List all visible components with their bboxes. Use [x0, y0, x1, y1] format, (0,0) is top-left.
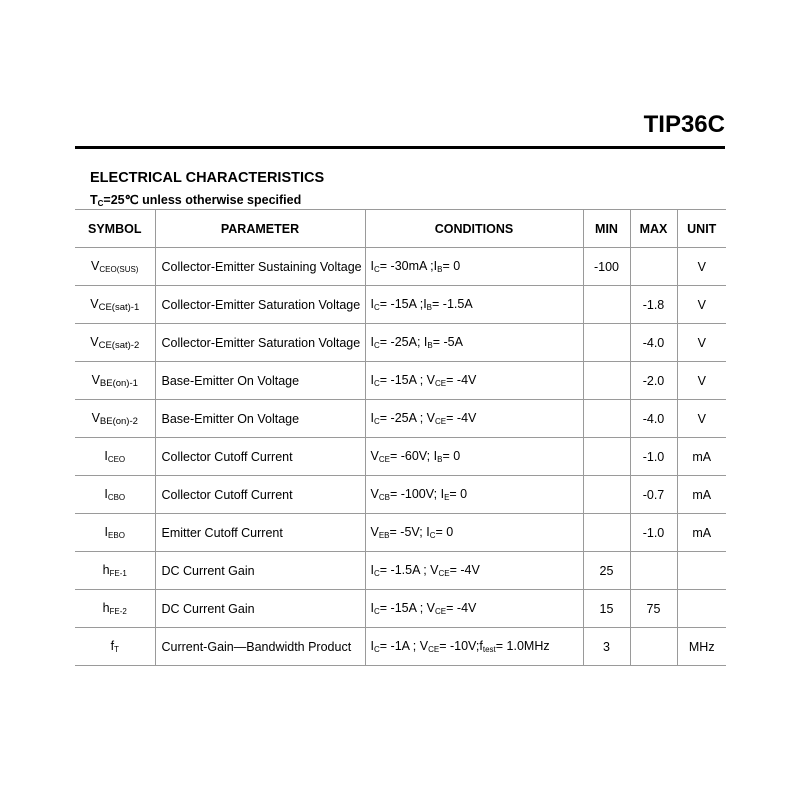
condition-text: = -5V; I — [389, 525, 430, 539]
condition-text: = 0 — [449, 487, 468, 501]
min-value-cell: 25 — [583, 552, 630, 590]
condition-text: I — [370, 639, 374, 653]
condition-subscript: CE — [435, 417, 447, 426]
symbol-subscript: EBO — [108, 531, 125, 540]
max-value-cell — [630, 552, 677, 590]
conditions-cell — [365, 628, 583, 666]
conditions-cell — [365, 514, 583, 552]
table-row — [75, 476, 726, 514]
condition-text: = -4V — [446, 373, 477, 387]
condition-text: V — [370, 487, 379, 501]
condition-text: = -1.5A — [432, 297, 473, 311]
max-value-cell: -0.7 — [630, 476, 677, 514]
condition-subscript: CE — [438, 569, 450, 578]
condition-subscript: C — [373, 303, 380, 312]
condition-text: = 0 — [442, 449, 461, 463]
min-value-cell — [583, 286, 630, 324]
condition-text: = -100V; I — [389, 487, 445, 501]
conditions-cell — [365, 476, 583, 514]
unit-cell: V — [677, 286, 726, 324]
symbol-cell — [75, 286, 155, 324]
condition-subscript: C — [373, 607, 380, 616]
symbol-main: V — [90, 334, 99, 349]
table-row — [75, 590, 726, 628]
electrical-characteristics-table — [75, 209, 726, 666]
table-row — [75, 552, 726, 590]
table-header-row — [75, 210, 726, 248]
table-body — [75, 248, 726, 666]
symbol-cell — [75, 248, 155, 286]
condition-text: = -15A ;I — [379, 297, 427, 311]
parameter-cell: Base-Emitter On Voltage — [155, 400, 365, 438]
table-row — [75, 628, 726, 666]
parameter-cell: Collector Cutoff Current — [155, 476, 365, 514]
max-value-cell — [630, 628, 677, 666]
conditions-cell — [365, 248, 583, 286]
table-row — [75, 514, 726, 552]
symbol-main: I — [104, 449, 108, 463]
condition-text: I — [370, 411, 374, 425]
symbol-main: I — [104, 487, 108, 501]
part-number: TIP36C — [643, 111, 725, 138]
condition-text: = 0 — [435, 525, 454, 539]
symbol-cell — [75, 438, 155, 476]
condition-subscript: C — [373, 569, 380, 578]
condition-subscript: CE — [435, 607, 447, 616]
symbol-cell — [75, 324, 155, 362]
unit-cell: MHz — [677, 628, 726, 666]
condition-text: = -10V;f — [439, 639, 483, 653]
symbol-main: V — [90, 296, 99, 311]
symbol-subscript: CE(sat)-2 — [98, 339, 140, 351]
column-header-symbol: SYMBOL — [75, 210, 155, 248]
symbol-cell — [75, 628, 155, 666]
min-value-cell — [583, 362, 630, 400]
condition-subscript: B — [427, 341, 433, 350]
condition-subscript: C — [373, 379, 380, 388]
table-row — [75, 400, 726, 438]
symbol-cell — [75, 362, 155, 400]
symbol-main: V — [91, 410, 100, 425]
symbol-main: V — [91, 259, 100, 273]
test-condition-note — [90, 192, 301, 208]
condition-text: = -15A ; V — [379, 601, 436, 615]
symbol-subscript: CEO(SUS) — [99, 265, 139, 274]
unit-cell — [677, 552, 726, 590]
symbol-subscript: CBO — [107, 493, 126, 502]
max-value-cell: 75 — [630, 590, 677, 628]
conditions-cell — [365, 286, 583, 324]
symbol-subscript: FE-1 — [109, 569, 127, 578]
condition-text: = -25A ; V — [379, 411, 436, 425]
max-value-cell: -1.0 — [630, 438, 677, 476]
min-value-cell — [583, 438, 630, 476]
symbol-cell — [75, 400, 155, 438]
column-header-conditions: CONDITIONS — [365, 210, 583, 248]
condition-text: = 1.0MHz — [495, 639, 550, 653]
condition-text: = 0 — [442, 259, 461, 273]
max-value-cell: -1.8 — [630, 286, 677, 324]
condition-subscript: C — [373, 265, 380, 274]
condition-subscript: C — [373, 645, 380, 654]
min-value-cell: 3 — [583, 628, 630, 666]
condition-subscript: B — [426, 303, 433, 312]
section-title: ELECTRICAL CHARACTERISTICS — [90, 170, 325, 186]
table-row — [75, 438, 726, 476]
symbol-main: h — [102, 601, 110, 615]
unit-cell: mA — [677, 514, 726, 552]
conditions-cell — [365, 324, 583, 362]
symbol-subscript: BE(on)-2 — [99, 415, 138, 427]
unit-cell: V — [677, 324, 726, 362]
symbol-cell — [75, 476, 155, 514]
conditions-cell — [365, 438, 583, 476]
condition-text: = -5A — [432, 335, 463, 349]
max-value-cell: -4.0 — [630, 400, 677, 438]
column-header-max: MAX — [630, 210, 677, 248]
table-row — [75, 248, 726, 286]
symbol-main: f — [110, 639, 115, 653]
column-header-min: MIN — [583, 210, 630, 248]
condition-subscript: C — [373, 341, 380, 350]
symbol-main: I — [104, 525, 109, 539]
condition-text: =25℃ unless otherwise specified — [103, 193, 302, 207]
conditions-cell — [365, 552, 583, 590]
parameter-cell: Collector-Emitter Saturation Voltage — [155, 324, 365, 362]
condition-text: = -1A ; V — [379, 639, 429, 653]
condition-symbol-sub: C — [97, 199, 104, 208]
conditions-cell — [365, 400, 583, 438]
min-value-cell: 15 — [583, 590, 630, 628]
parameter-cell: DC Current Gain — [155, 590, 365, 628]
symbol-cell — [75, 590, 155, 628]
symbol-main: h — [102, 563, 110, 577]
min-value-cell — [583, 476, 630, 514]
parameter-cell: Collector-Emitter Sustaining Voltage — [155, 248, 365, 286]
condition-text: = -60V; I — [389, 449, 438, 463]
symbol-subscript: T — [114, 645, 119, 654]
conditions-cell — [365, 362, 583, 400]
condition-text: I — [370, 601, 374, 615]
condition-text: = -15A ; V — [379, 373, 436, 387]
parameter-cell: Collector-Emitter Saturation Voltage — [155, 286, 365, 324]
parameter-cell: Emitter Cutoff Current — [155, 514, 365, 552]
symbol-subscript: FE-2 — [109, 607, 127, 616]
parameter-cell: Base-Emitter On Voltage — [155, 362, 365, 400]
column-header-parameter: PARAMETER — [155, 210, 365, 248]
unit-cell: V — [677, 362, 726, 400]
table-row — [75, 324, 726, 362]
condition-text: V — [370, 449, 379, 463]
table-row — [75, 286, 726, 324]
symbol-subscript: CEO — [107, 455, 126, 464]
parameter-cell: Current-Gain—Bandwidth Product — [155, 628, 365, 666]
condition-text: I — [370, 259, 374, 273]
min-value-cell — [583, 324, 630, 362]
max-value-cell: -1.0 — [630, 514, 677, 552]
table-row — [75, 362, 726, 400]
condition-symbol: T — [90, 193, 98, 207]
condition-subscript: CE — [428, 645, 440, 654]
column-header-unit: UNIT — [677, 210, 726, 248]
symbol-cell — [75, 514, 155, 552]
unit-cell: mA — [677, 476, 726, 514]
condition-subscript: B — [437, 265, 443, 274]
condition-text: = -4V — [449, 563, 480, 577]
min-value-cell — [583, 400, 630, 438]
condition-subscript: EB — [378, 531, 390, 540]
condition-subscript: test — [482, 645, 496, 654]
condition-text: I — [370, 297, 374, 311]
unit-cell: V — [677, 400, 726, 438]
condition-subscript: CB — [378, 493, 390, 502]
parameter-cell: DC Current Gain — [155, 552, 365, 590]
parameter-cell: Collector Cutoff Current — [155, 438, 365, 476]
symbol-subscript: CE(sat)-1 — [98, 301, 140, 313]
symbol-subscript: BE(on)-1 — [99, 377, 138, 389]
condition-text: V — [370, 525, 379, 539]
condition-subscript: E — [444, 493, 450, 502]
max-value-cell — [630, 248, 677, 286]
condition-subscript: C — [373, 417, 380, 426]
condition-text: = -4V — [446, 411, 477, 425]
condition-text: I — [370, 373, 374, 387]
max-value-cell: -4.0 — [630, 324, 677, 362]
condition-subscript: CE — [435, 379, 447, 388]
min-value-cell — [583, 514, 630, 552]
condition-subscript: CE — [378, 455, 390, 464]
condition-text: I — [370, 563, 374, 577]
header-rule — [75, 146, 725, 149]
max-value-cell: -2.0 — [630, 362, 677, 400]
condition-text: = -1.5A ; V — [379, 563, 439, 577]
condition-text: = -30mA ;I — [379, 259, 438, 273]
condition-text: I — [370, 335, 374, 349]
condition-subscript: C — [429, 531, 436, 540]
conditions-cell — [365, 590, 583, 628]
min-value-cell: -100 — [583, 248, 630, 286]
condition-subscript: B — [437, 455, 443, 464]
unit-cell — [677, 590, 726, 628]
condition-text: = -25A; I — [379, 335, 428, 349]
unit-cell: V — [677, 248, 726, 286]
condition-text: = -4V — [446, 601, 477, 615]
unit-cell: mA — [677, 438, 726, 476]
symbol-main: V — [91, 372, 100, 387]
symbol-cell — [75, 552, 155, 590]
